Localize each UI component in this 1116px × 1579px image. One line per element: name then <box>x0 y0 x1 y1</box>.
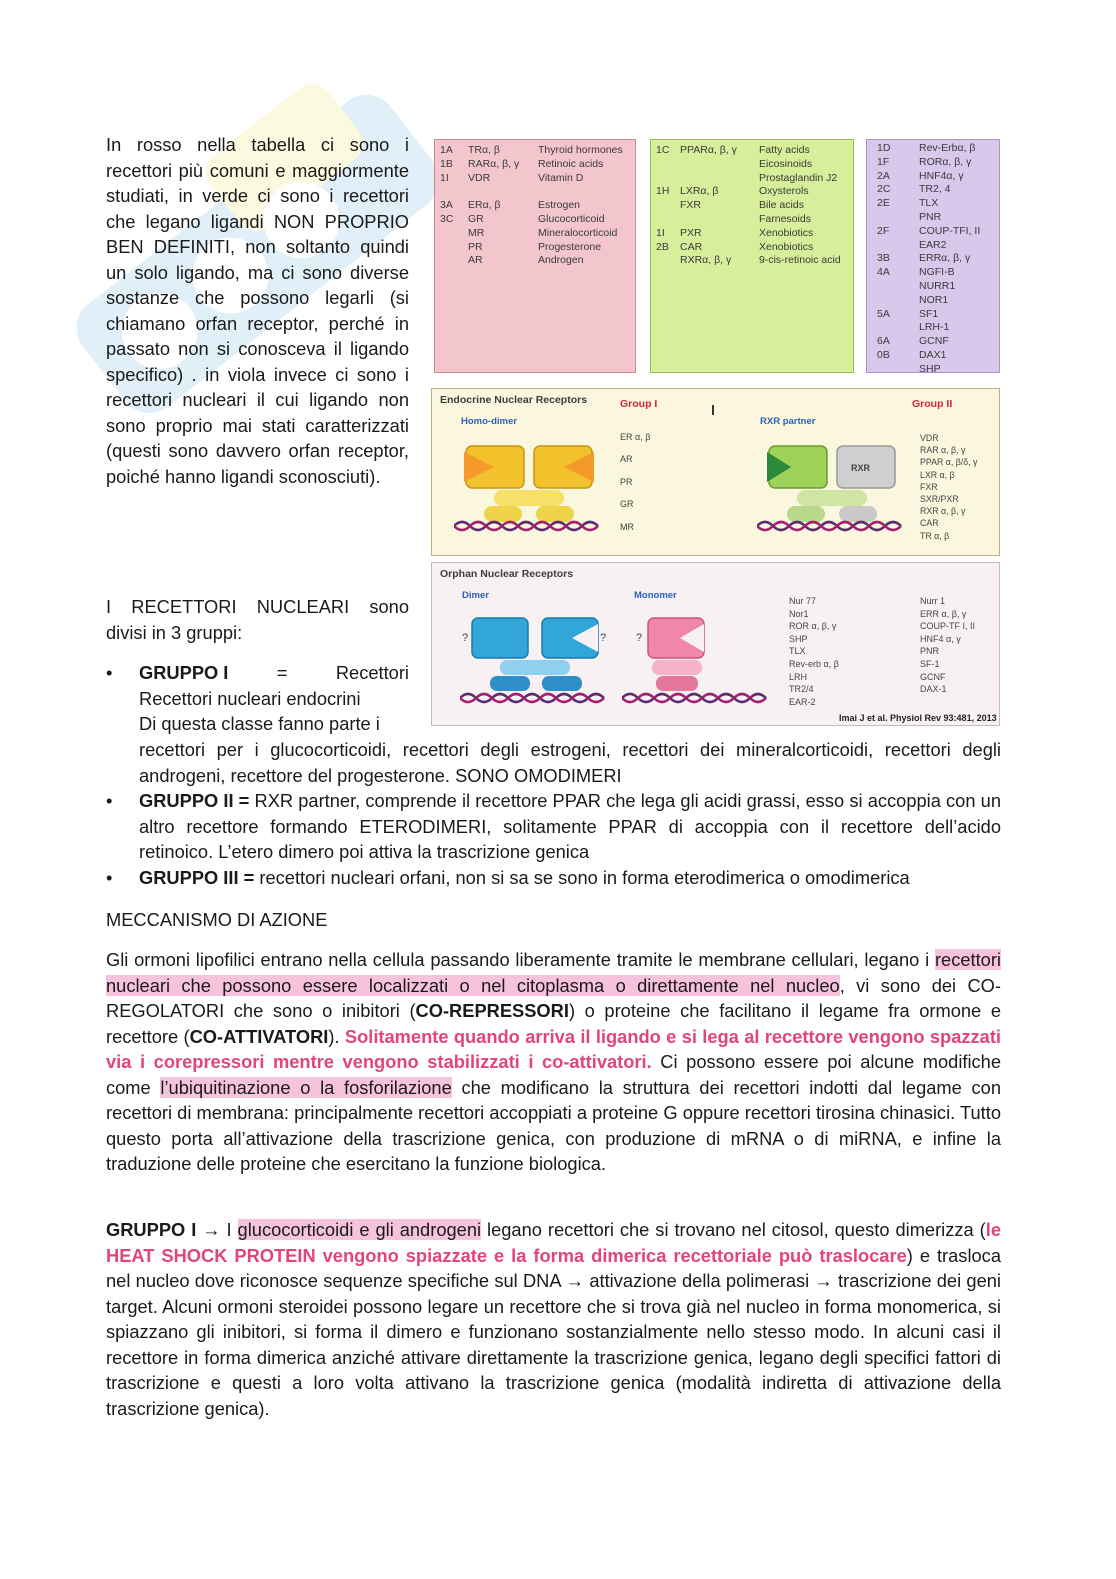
group-i-list: ER α, β AR PR GR MR <box>620 432 651 532</box>
p2-group-label: GRUPPO I <box>106 1219 197 1240</box>
mechanism-paragraph-2 <box>106 1217 1001 1421</box>
figure-endocrine-receptors <box>431 388 1000 556</box>
figure-orphan-receptors <box>431 562 1000 726</box>
violet-receptors: Rev-Erbα, β RORα, β, γ HNF4α, γ TR2, 4 TLX PNR COUP-TFI, II EAR2 ERRα, β, γ NGFI-B NURR1 NOR1 SF1 LRH-1 GCNF DAX1 SHP <box>919 142 981 375</box>
homo-dimer-label: Homo-dimer <box>461 416 517 427</box>
group-ii-list: VDR RAR α, β, γ PPAR α, β/δ, γ LXR α, β FXR SXR/PXR RXR α, β, γ CAR TR α, β <box>920 433 978 541</box>
group-i-short: Recettori nucleari endocrini <box>139 688 361 709</box>
group-ii-item <box>106 788 1001 865</box>
orphan-monomer-diagram <box>622 608 772 708</box>
table-panel-violet <box>866 139 1000 373</box>
orphan-title: Orphan Nuclear Receptors <box>440 568 574 580</box>
p1-coattivatori: CO-ATTIVATORI <box>189 1025 329 1047</box>
p1-highlight-2: l’ubiquitinazione o la fosforilazione <box>160 1076 452 1098</box>
p1-text-f: che modificano la struttura dei recettori indotti dal legame con recettori di membrana: principalmente recettori accoppiati a proteine G oppure recettori tirosina chinasici. Tutto questo porta all’attivazione della trascrizione genica, con produzione di mRNA o di miRNA, e infine la traduzione delle proteine che esercitano la funzione biologica. <box>106 1076 1001 1174</box>
group-ii-text: RXR partner, comprende il recettore PPAR che lega gli acidi grassi, esso si accoppia con un altro recettore formando ETERODIMERI, solitamente PPAR di accoppia con il recettore dell’acido retinoico. L’etero dimero poi attiva la trascrizione genica <box>139 790 1001 862</box>
groups-intro: I RECETTORI NUCLEARI sono divisi in 3 gruppi: <box>106 596 409 643</box>
p2-highlight: glucocorticoidi e gli androgeni <box>237 1219 482 1240</box>
intro-text: In rosso nella tabella ci sono i recettori più comuni e maggiormente studiati, in verde ci sono i recettori che legano ligandi NON PROPRIO BEN DEFINITI, non soltanto quindi un solo ligando, ma ci sono diverse sostanze che possono legarli (si chiamano orfan receptor, perché in passato non si conosceva il ligando specifico) . in viola invece ci sono i recettori nucleari il cui ligando non sono proprio mai stati caratterizzati (questi sono davvero orfan receptor, poiché hanno ligandi sconosciuti). <box>106 134 409 487</box>
red-codes: 1A 1B 1I 3A 3C <box>440 144 454 225</box>
group-i-rest: recettori per i glucocorticoidi, recettori degli estrogeni, recettori dei mineralcorticoidi, recettori degli androgeni, recettore del progesterone. SONO OMODIMERI <box>139 739 1001 786</box>
p1-pink-text: Solitamente quando arriva il ligando e si lega al recettore vengono spazzati via i corepressori mentre vengono stabilizzati i co-attivatori. <box>106 1025 1002 1072</box>
group-ii-label-text: GRUPPO II = <box>139 790 250 811</box>
homodimer-diagram <box>454 434 604 538</box>
group-i-item <box>106 660 409 686</box>
rxr-partner-label: RXR partner <box>760 416 816 427</box>
question-mark-3: ? <box>636 632 643 644</box>
group-ii-label: Group II <box>912 398 953 410</box>
p1-text-a: Gli ormoni lipofilici entrano nella cellula passando liberamente tramite le membrane cellulari, legano i <box>106 949 935 970</box>
mechanism-heading: MECCANISMO DI AZIONE <box>106 909 328 930</box>
rxr-text: RXR <box>851 463 871 473</box>
p1-text-c: ) o proteine che facilitano il legame fra ormone e recettore ( <box>106 1000 1001 1047</box>
figure-divider <box>712 405 714 415</box>
p2-text-a: I <box>226 1219 238 1240</box>
green-receptors: PPARα, β, γ LXRα, β FXR PXR CAR RXRα, β, γ <box>680 144 737 267</box>
p1-corepressori: CO-REPRESSORI <box>415 1000 569 1021</box>
p2-text-b: legano recettori che si trovano nel citosol, questo dimerizza ( <box>481 1219 986 1240</box>
monomer-label: Monomer <box>634 590 677 601</box>
red-ligands: Thyroid hormones Retinoic acids Vitamin D Estrogen Glucocorticoid Mineralocorticoid Progesterone Androgen <box>538 144 623 267</box>
p2-pink-text: le HEAT SHOCK PROTEIN vengono spiazzate e la forma dimerica recettoriale può traslocare <box>106 1219 1001 1266</box>
green-codes: 1C 1H 1I 2B <box>656 144 670 253</box>
p1-text-b: , vi sono dei CO-REGOLATORI che sono o inibitori ( <box>106 974 1001 1021</box>
p1-highlight-1: recettori nucleari che possono essere localizzati o nel citoplasma o direttamente nel nucleo <box>106 949 1001 996</box>
group-list-rest <box>106 788 1001 890</box>
group-i-label-text: • GRUPPO I <box>139 662 229 683</box>
p2-arrow: → <box>196 1219 227 1240</box>
intro-paragraph <box>106 132 409 489</box>
orphan-list-2: Nurr 1 ERR α, β, γ COUP-TF I, II HNF4 α, γ PNR SF-1 GCNF DAX-1 <box>920 596 975 695</box>
question-mark-1: ? <box>462 632 469 644</box>
dimer-label: Dimer <box>462 590 489 601</box>
table-panel-green <box>650 139 854 373</box>
group-iii-label-text: GRUPPO III = <box>139 866 255 888</box>
group-iii-text: recettori nucleari orfani, non si sa se sono in forma eterodimerica o omodimerica <box>254 866 910 888</box>
endocrine-title: Endocrine Nuclear Receptors <box>440 394 588 406</box>
citation: Imai J et al. Physiol Rev 93:481, 2013 <box>839 713 997 723</box>
p1-text-d: ). <box>328 1025 345 1047</box>
p2-text-c: ) e trasloca nel nucleo dove riconosce sequenze specifiche sul DNA → attivazione della polimerasi → trascrizione dei geni target. Alcuni ormoni steroidei possono legare un recettore che si trova già nel nucleo in forma monomerica, si spiazzano gli inibitori, si forma il dimero e funzionano sostanzialmente nello stesso modo. In alcuni casi il recettore in forma dimerica anziché attivare direttamente la trascrizione genica, legano degli specifici fattori di trascrizione e questi a loro volta attivano la trascrizione genica (modalità indiretta di attivazione della trascrizione genica). <box>106 1244 1001 1419</box>
rxr-heterodimer-diagram <box>757 434 907 538</box>
group-i-sep: = <box>271 662 293 683</box>
group-iii-item <box>106 865 1001 891</box>
p1-text-e: Ci possono essere poi alcune modifiche come <box>106 1051 1001 1098</box>
group-i-line: Di questa classe fanno parte i <box>139 713 380 734</box>
mechanism-paragraph-1 <box>106 947 1001 1177</box>
group-i-label: Group I <box>620 398 658 410</box>
orphan-list-1: Nur 77 Nor1 ROR α, β, γ SHP TLX Rev-erb α, β LRH TR2/4 EAR-2 <box>789 596 839 707</box>
question-mark-2: ? <box>600 632 607 644</box>
orphan-dimer-diagram <box>460 608 610 708</box>
group-i-short-a: Recettori <box>335 662 409 683</box>
violet-codes: 1D 1F 2A 2C 2E 2F 3B 4A 5A 6A 0B <box>877 142 891 361</box>
table-panel-red <box>434 139 636 373</box>
red-receptors: TRα, β RARα, β, γ VDR ERα, β GR MR PR AR <box>468 144 520 267</box>
green-ligands: Fatty acids Eicosinoids Prostaglandin J2 Oxysterols Bile acids Farnesoids Xenobiotics Xenobiotics 9-cis-retinoic acid <box>759 144 841 267</box>
